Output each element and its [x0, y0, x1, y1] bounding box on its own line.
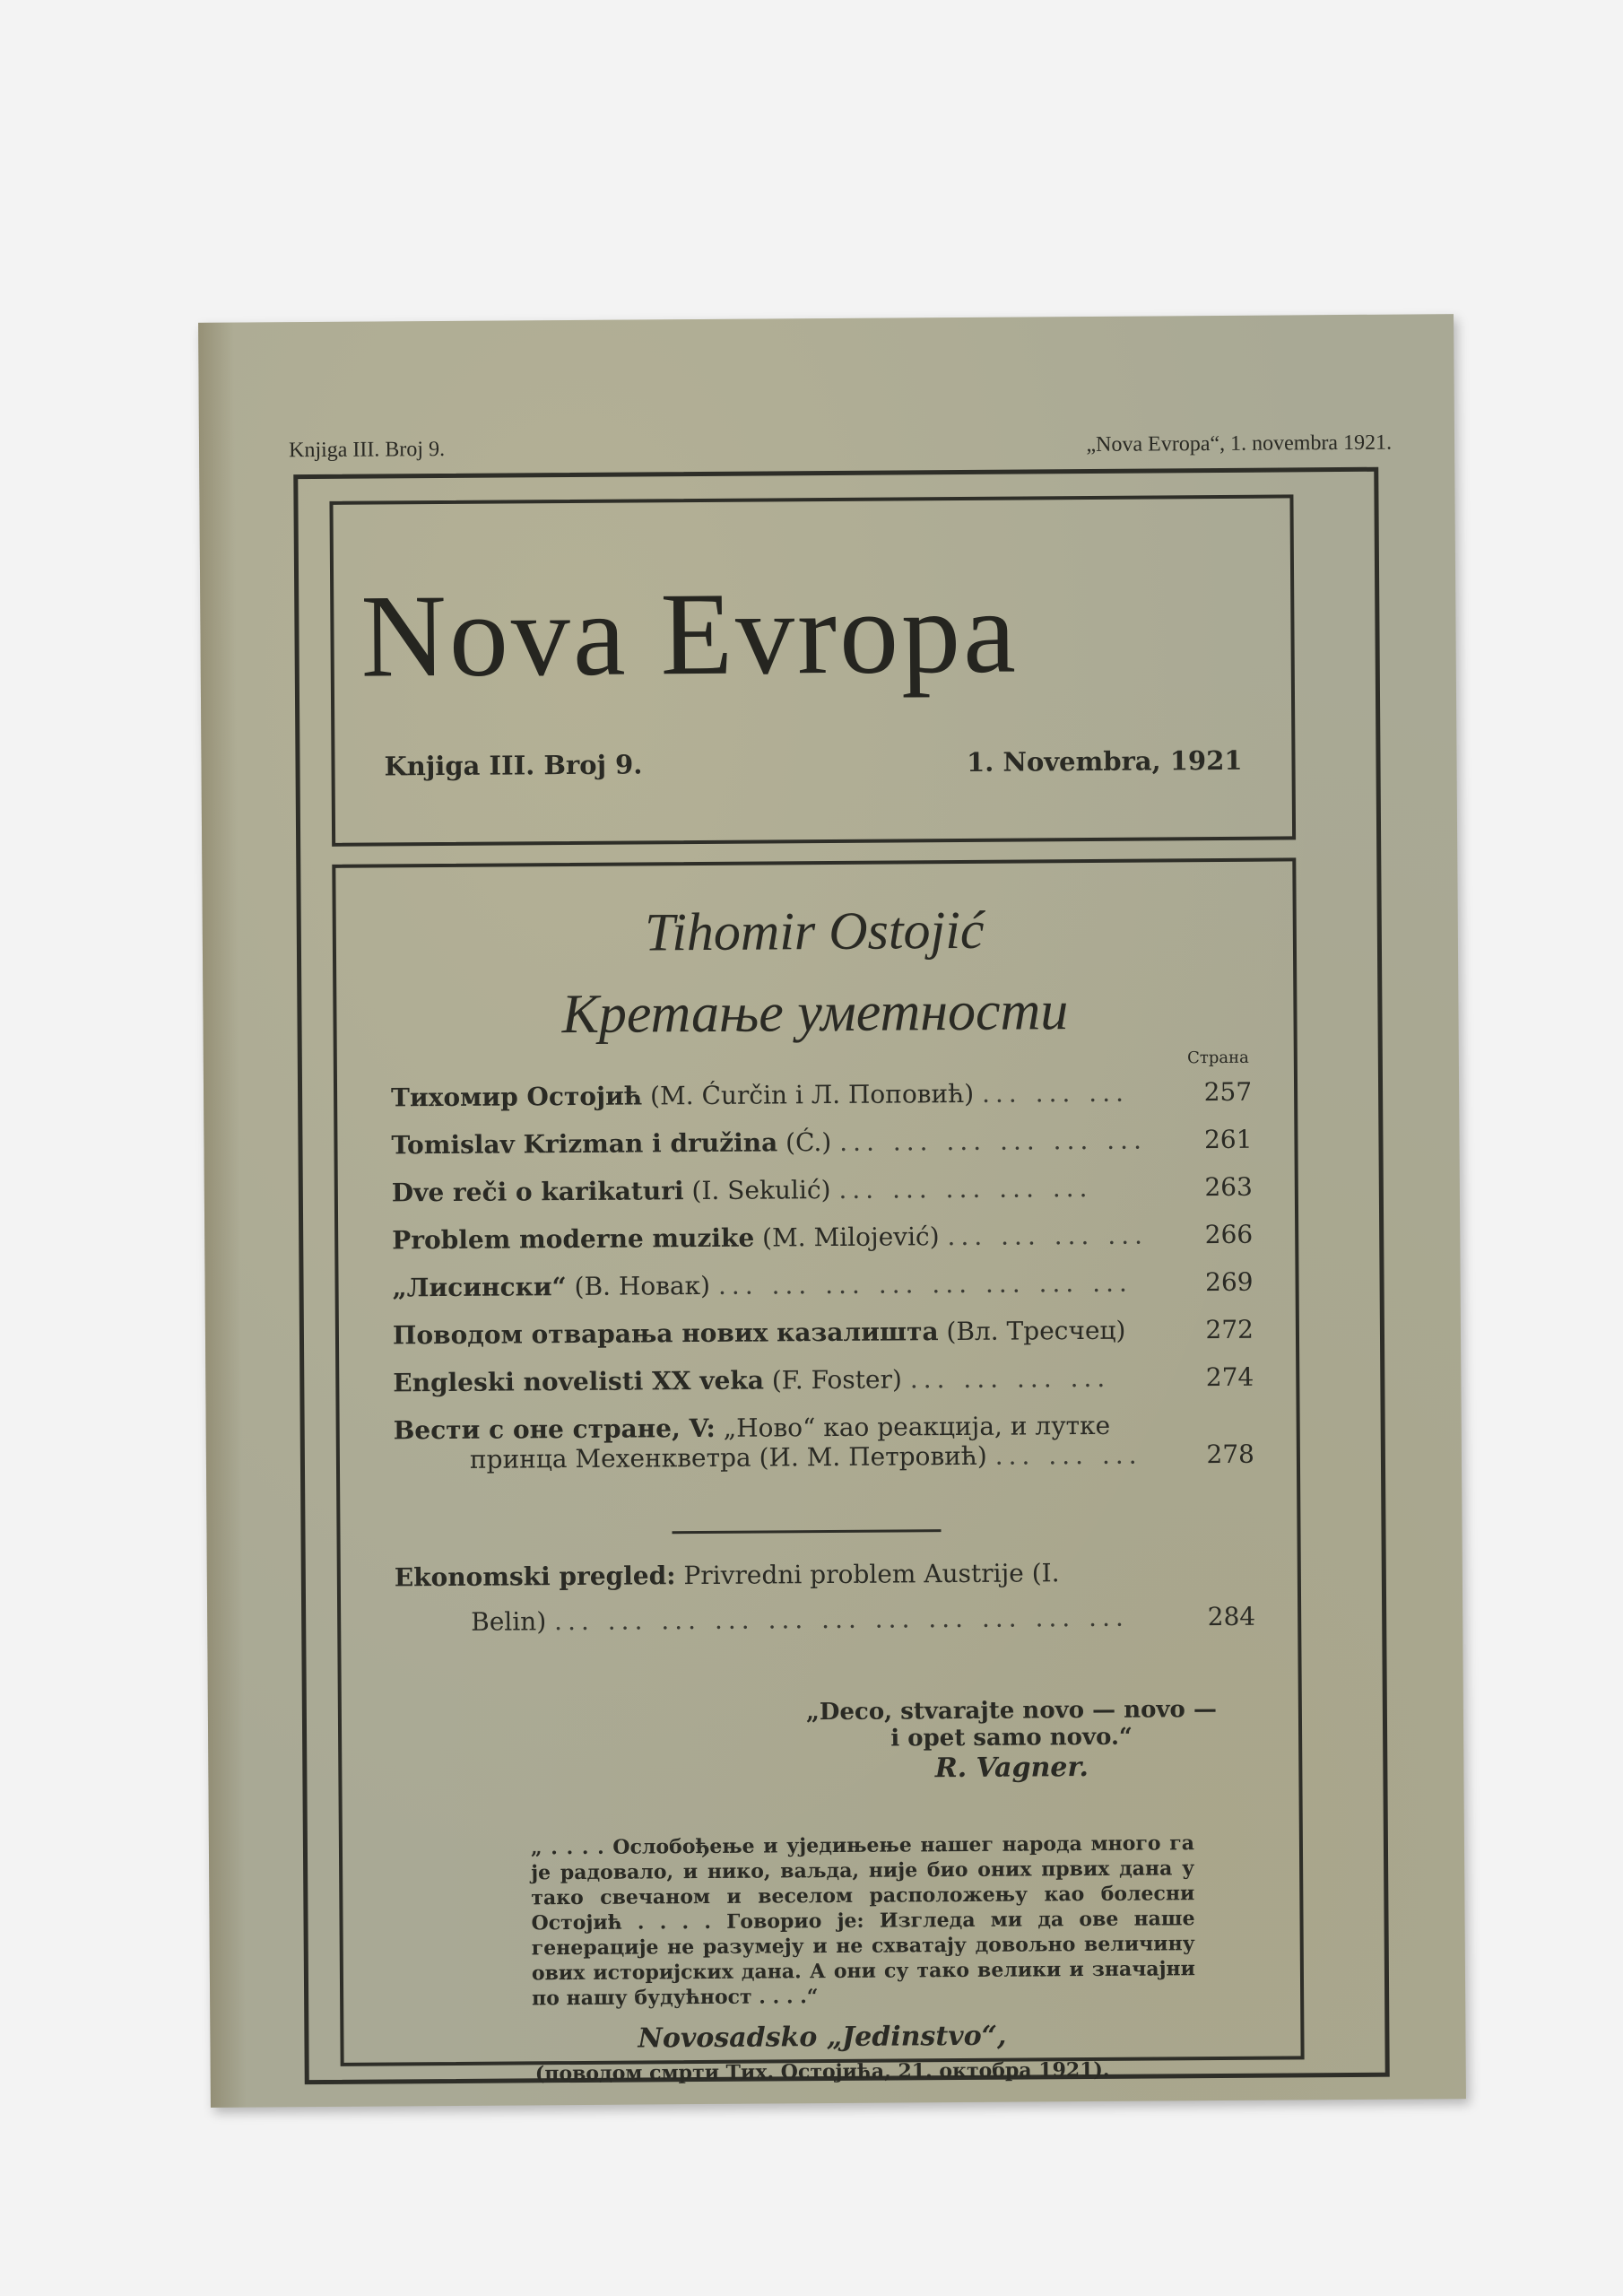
- toc-entry-title: Поводом отварања нових казалишта: [392, 1317, 939, 1351]
- toc-entry-author: (I. Sekulić): [691, 1175, 831, 1206]
- feature-author: Tihomir Ostojić: [644, 900, 985, 962]
- toc-entry-author: (F. Foster): [771, 1364, 902, 1396]
- toc-entry-title: „Лисински“: [392, 1272, 567, 1303]
- header-issue: Knjiga III. Broj 9.: [288, 437, 446, 463]
- toc-entry-title: Tomislav Krizman i družina: [391, 1127, 778, 1161]
- page-column-header: Страна: [1187, 1048, 1249, 1068]
- toc-entry-author: (M. Milojević): [761, 1222, 940, 1253]
- masthead-title: Nova Evropa: [360, 565, 1020, 702]
- toc-entry-page: 263: [1204, 1171, 1253, 1203]
- masthead-issue: Knjiga III. Broj 9.: [384, 749, 643, 782]
- economics-page: 284: [1207, 1601, 1256, 1632]
- toc-entry-page: 272: [1205, 1314, 1254, 1345]
- toc-entry-title: Вести с оне стране, V:: [393, 1413, 716, 1446]
- masthead-date: 1. Novembra, 1921: [966, 744, 1243, 778]
- toc-entry-page: 274: [1205, 1361, 1254, 1393]
- toc-entry-page: 257: [1203, 1076, 1253, 1108]
- toc-entry-page: 269: [1204, 1266, 1254, 1298]
- motto-line: „Deco, stvarajte novo — novo —: [805, 1696, 1218, 1726]
- toc-entry: Engleski novelisti XX veka (F. Foster) ... ... ... ... 274: [393, 1361, 1254, 1398]
- toc-entry: Tomislav Krizman i družina (Ć.) ... ... ... ... ... ... 261: [391, 1124, 1253, 1161]
- toc-entry-subtitle: „Ново“ као реакција, и лутке: [723, 1410, 1111, 1443]
- quote-text: „ . . . . Ослобођење и уједињење нашег народа много га је радовало, и нико, ваљда, није био оних првих дана у тако свечаном и веселом расположењу као болесни Остојић . . . . Говорио је: Изгледа ми да ове наше генерације не разумеју и не схватају довољно величину ових историјских дана. А они су тако велики и значајни по нашу будућност . . . .“: [530, 1831, 1196, 2011]
- toc-entry-title: Dve reči o karikaturi: [391, 1176, 684, 1208]
- toc-entry-page: 261: [1203, 1124, 1253, 1155]
- toc-entry-page: 266: [1204, 1219, 1254, 1250]
- economics-label: Ekonomski pregled:: [394, 1561, 676, 1593]
- toc-entry-title: Engleski novelisti XX veka: [393, 1365, 765, 1398]
- quote-note: (поводом смрти Тих. Остојића, 21. октобра 1921).: [534, 2057, 1110, 2086]
- motto-signature: R. Vagner.: [934, 1752, 1089, 1785]
- toc-entry-author: (В. Новак): [574, 1270, 711, 1302]
- magazine-cover: [198, 314, 1466, 2108]
- motto-line: i opet samo novo.“: [890, 1723, 1133, 1752]
- feature-title: Кретање уметности: [561, 980, 1069, 1046]
- masthead-box: [329, 494, 1296, 846]
- toc-entry-title: Тихомир Остојић: [390, 1081, 643, 1113]
- economics-author: Belin): [471, 1606, 547, 1637]
- toc-entry-author: (Ć.): [785, 1127, 832, 1158]
- toc-entry-title: Problem moderne muzike: [392, 1222, 755, 1256]
- toc-entry-author: (Вл. Тресчец): [946, 1315, 1126, 1347]
- toc-entry: Вести с оне стране, V: „Ново“ као реакција, и лутке принца Мехенкветра (И. М. Петровић) ... ... ... 278: [393, 1410, 1255, 1474]
- toc-entry-page: 278: [1206, 1439, 1255, 1470]
- toc-entry: [393, 1315, 1254, 1369]
- economics-title: Privredni problem Austrije (I.: [683, 1558, 1060, 1591]
- toc-entry: „Лисински“ (В. Новак) ... ... ... ... ... ... ... ... 269: [392, 1266, 1254, 1303]
- header-date: „Nova Evropa“, 1. novembra 1921.: [1086, 430, 1393, 457]
- contents-box: [332, 857, 1304, 2086]
- economics-section: Ekonomski pregled: Privredni problem Austrije (I. Belin) ... ... ... ... ... ... ... ... ... ... ... 284: [394, 1558, 1256, 1637]
- spine-shadow: [198, 323, 247, 2108]
- table-of-contents: [391, 1077, 1254, 1493]
- toc-entry-author: (M. Ćurčin i Л. Поповић): [650, 1078, 975, 1111]
- toc-entry: Dve reči o karikaturi (I. Sekulić) ... ... ... ... ... 263: [391, 1171, 1253, 1208]
- toc-entry: Problem moderne muzike (M. Milojević) ... ... ... ... 266: [392, 1219, 1254, 1256]
- quote-source: Novosadsko „Jedinstvo“,: [638, 2020, 1007, 2055]
- motto: [778, 1696, 1245, 1784]
- toc-entry: Тихомир Остојић (M. Ćurčin i Л. Поповић) ... ... ... 257: [390, 1076, 1253, 1113]
- section-divider: [672, 1529, 941, 1534]
- toc-entry-continuation: принца Мехенкветра (И. М. Петровић): [469, 1440, 987, 1474]
